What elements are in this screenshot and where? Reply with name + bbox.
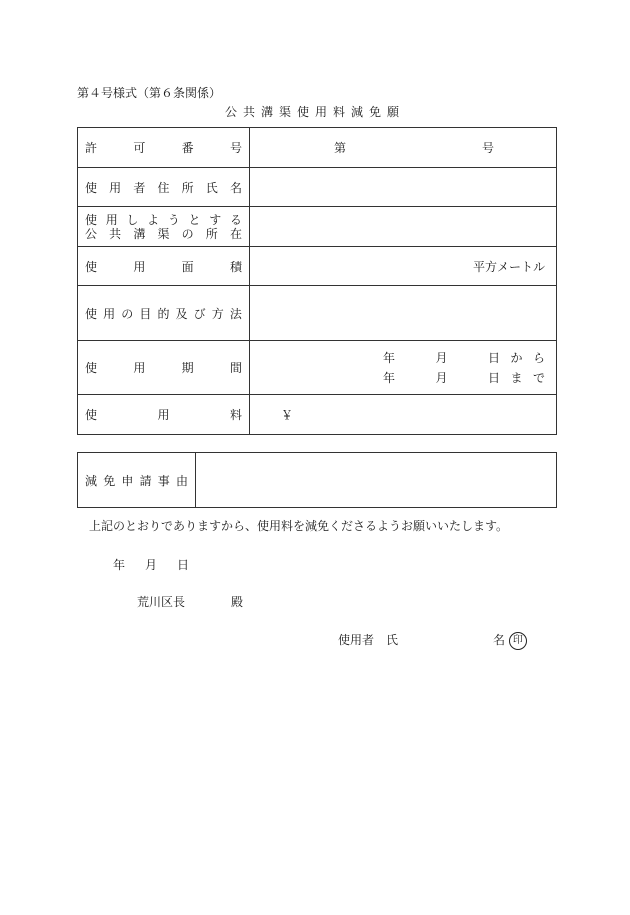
value-fee[interactable]	[250, 395, 557, 435]
value-location[interactable]	[250, 207, 557, 247]
period-from: 年 月 日 か ら	[383, 350, 545, 365]
row-area	[78, 247, 557, 286]
value-area[interactable]	[250, 247, 557, 286]
addressee	[137, 593, 243, 610]
label-permit-number: 許 可 番 号	[78, 128, 250, 168]
row-reason	[78, 453, 557, 508]
value-period[interactable]	[250, 341, 557, 395]
row-permit-number	[78, 128, 557, 168]
value-permit-number[interactable]	[250, 128, 557, 168]
permit-suffix: 号	[482, 141, 495, 155]
area-unit: 平方メートル	[472, 259, 545, 274]
row-location	[78, 207, 557, 247]
signature-line	[338, 631, 527, 650]
row-user-address-name	[78, 168, 557, 207]
permit-prefix: 第	[334, 141, 347, 155]
label-user-address-name: 使 用 者 住 所 氏 名	[78, 168, 250, 207]
reason-table	[77, 452, 557, 508]
addressee-honorific: 殿	[231, 595, 244, 609]
label-purpose: 使 用 の 目 的 及 び 方 法	[78, 286, 250, 341]
label-location: 使 用 し よ う と す る 公 共 溝 渠 の 所 在	[78, 207, 250, 247]
signature-label: 使用者 氏	[338, 633, 399, 647]
label-fee: 使 用 料	[78, 395, 250, 435]
signature-name-label: 名	[493, 633, 506, 647]
currency-symbol: ￥	[281, 408, 294, 422]
form-title: 公共溝渠使用料減免願	[224, 105, 405, 119]
label-period: 使 用 期 間	[78, 341, 250, 395]
row-period	[78, 341, 557, 395]
row-purpose	[78, 286, 557, 341]
label-reason: 減 免 申 請 事 由	[78, 453, 196, 508]
application-table	[77, 127, 557, 435]
addressee-title: 荒川区長	[137, 595, 186, 609]
request-statement: 上記のとおりでありますから、使用料を減免くださるようお願いいたします。	[89, 519, 509, 533]
seal-icon: 印	[509, 632, 527, 650]
application-date: 年 月 日	[113, 558, 190, 572]
label-area: 使 用 面 積	[78, 247, 250, 286]
value-reason[interactable]	[196, 453, 557, 508]
row-fee	[78, 395, 557, 435]
period-to: 年 月 日 ま で	[383, 370, 545, 385]
form-number: 第４号様式（第６条関係）	[77, 86, 222, 100]
value-purpose[interactable]	[250, 286, 557, 341]
value-user-address-name[interactable]	[250, 168, 557, 207]
